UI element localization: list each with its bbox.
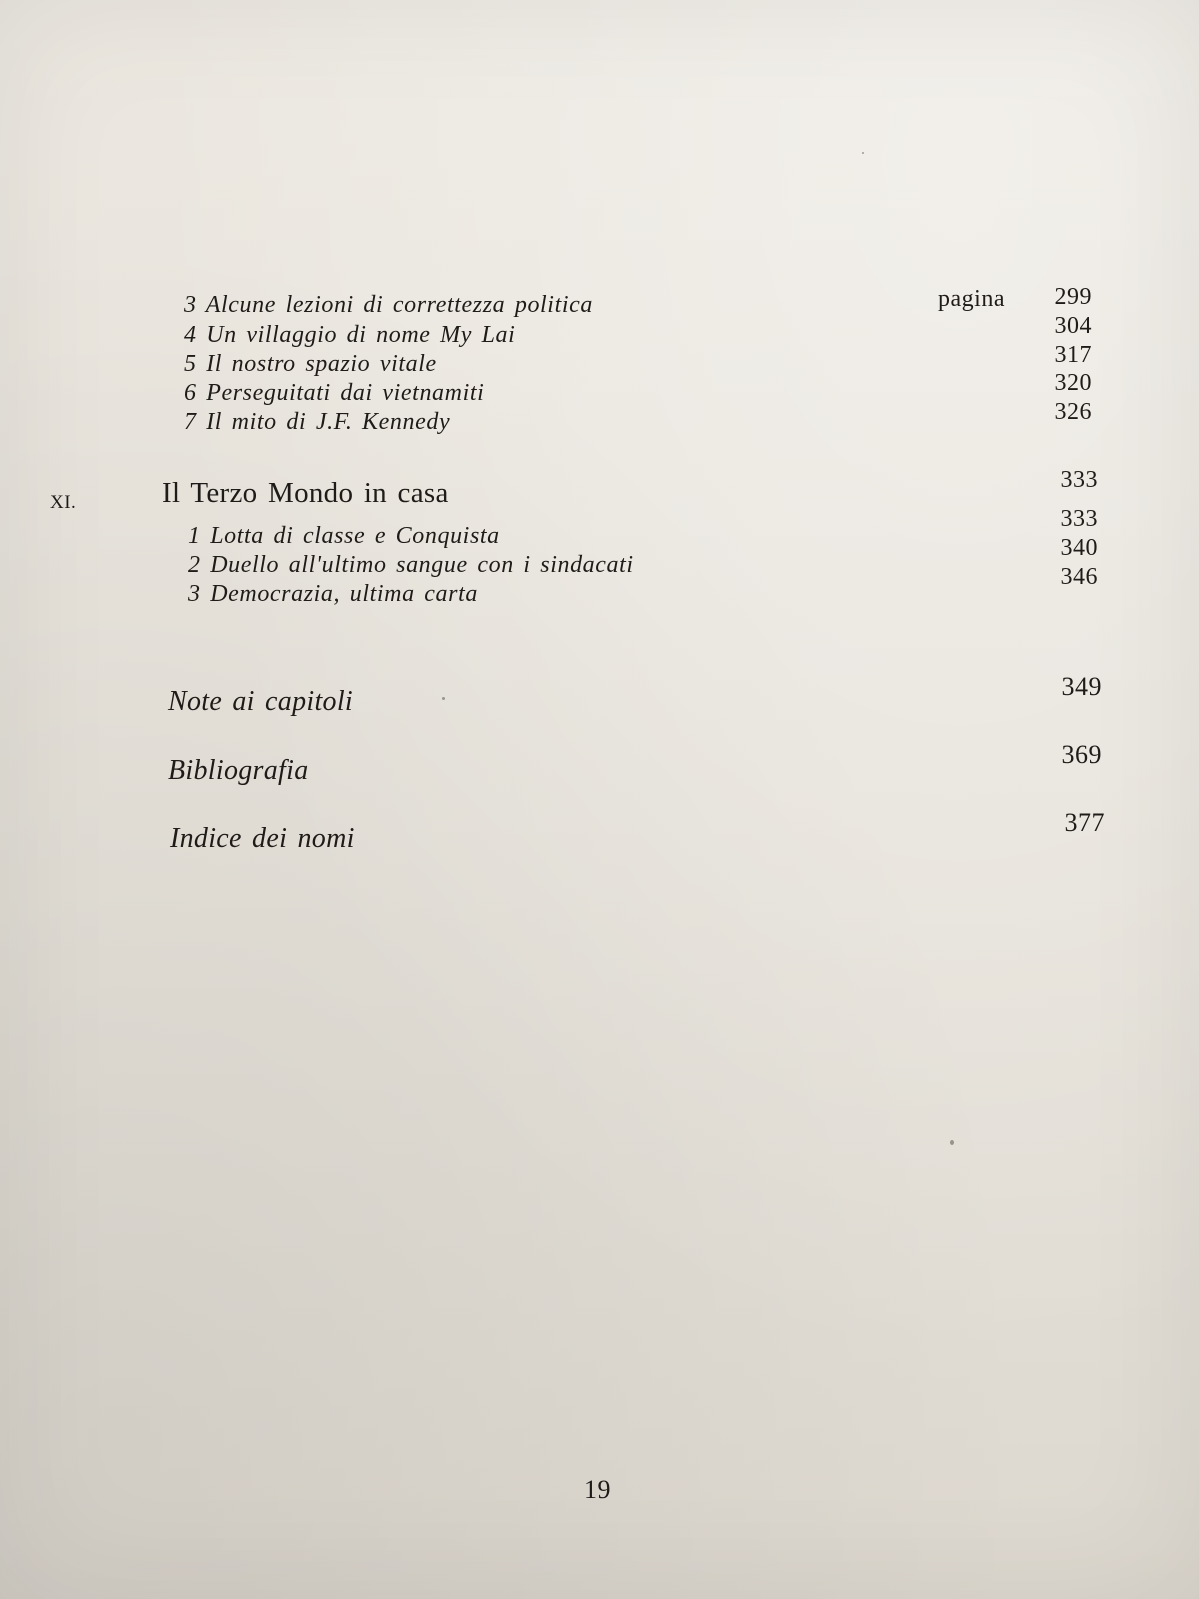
page-number-chapter-xi: 333 xyxy=(1060,467,1098,493)
paper-speck xyxy=(442,697,445,700)
page-number-xi-3: 346 xyxy=(1060,564,1098,590)
chapter-numeral: XI. xyxy=(50,492,77,513)
page-number-note: 349 xyxy=(1061,672,1102,701)
toc-subsection-x-5: 5 Il nostro spazio vitale xyxy=(184,351,437,377)
pagina-label: pagina xyxy=(938,286,1005,312)
chapter-title: Il Terzo Mondo in casa xyxy=(162,477,449,509)
page-number-xi-1: 333 xyxy=(1060,506,1098,532)
page-number-indice: 377 xyxy=(1064,808,1105,837)
paper-speck xyxy=(862,152,864,154)
page-number-xi-2: 340 xyxy=(1060,535,1098,561)
toc-subsection-x-4: 4 Un villaggio di nome My Lai xyxy=(184,322,516,348)
page-number-x-6: 320 xyxy=(1054,370,1092,396)
toc-subsection-xi-2: 2 Duello all'ultimo sangue con i sindacati xyxy=(188,552,634,578)
toc-subsection-x-3: 3 Alcune lezioni di correttezza politica xyxy=(184,292,593,318)
page-number-x-5: 317 xyxy=(1054,342,1092,368)
page-number-x-3: 299 xyxy=(1054,284,1092,310)
paper-speck xyxy=(950,1140,954,1145)
toc-indice-dei-nomi: Indice dei nomi xyxy=(170,823,355,854)
toc-note-ai-capitoli: Note ai capitoli xyxy=(168,686,354,717)
page-folio: 19 xyxy=(584,1475,611,1504)
page-number-x-7: 326 xyxy=(1054,399,1092,425)
toc-subsection-xi-1: 1 Lotta di classe e Conquista xyxy=(188,523,500,549)
page-number-bibliografia: 369 xyxy=(1061,740,1102,769)
toc-bibliografia: Bibliografia xyxy=(168,755,309,786)
toc-subsection-xi-3: 3 Democrazia, ultima carta xyxy=(188,581,478,607)
page-number-x-4: 304 xyxy=(1054,313,1092,339)
toc-subsection-x-6: 6 Perseguitati dai vietnamiti xyxy=(184,380,485,406)
toc-subsection-x-7: 7 Il mito di J.F. Kennedy xyxy=(184,409,451,435)
